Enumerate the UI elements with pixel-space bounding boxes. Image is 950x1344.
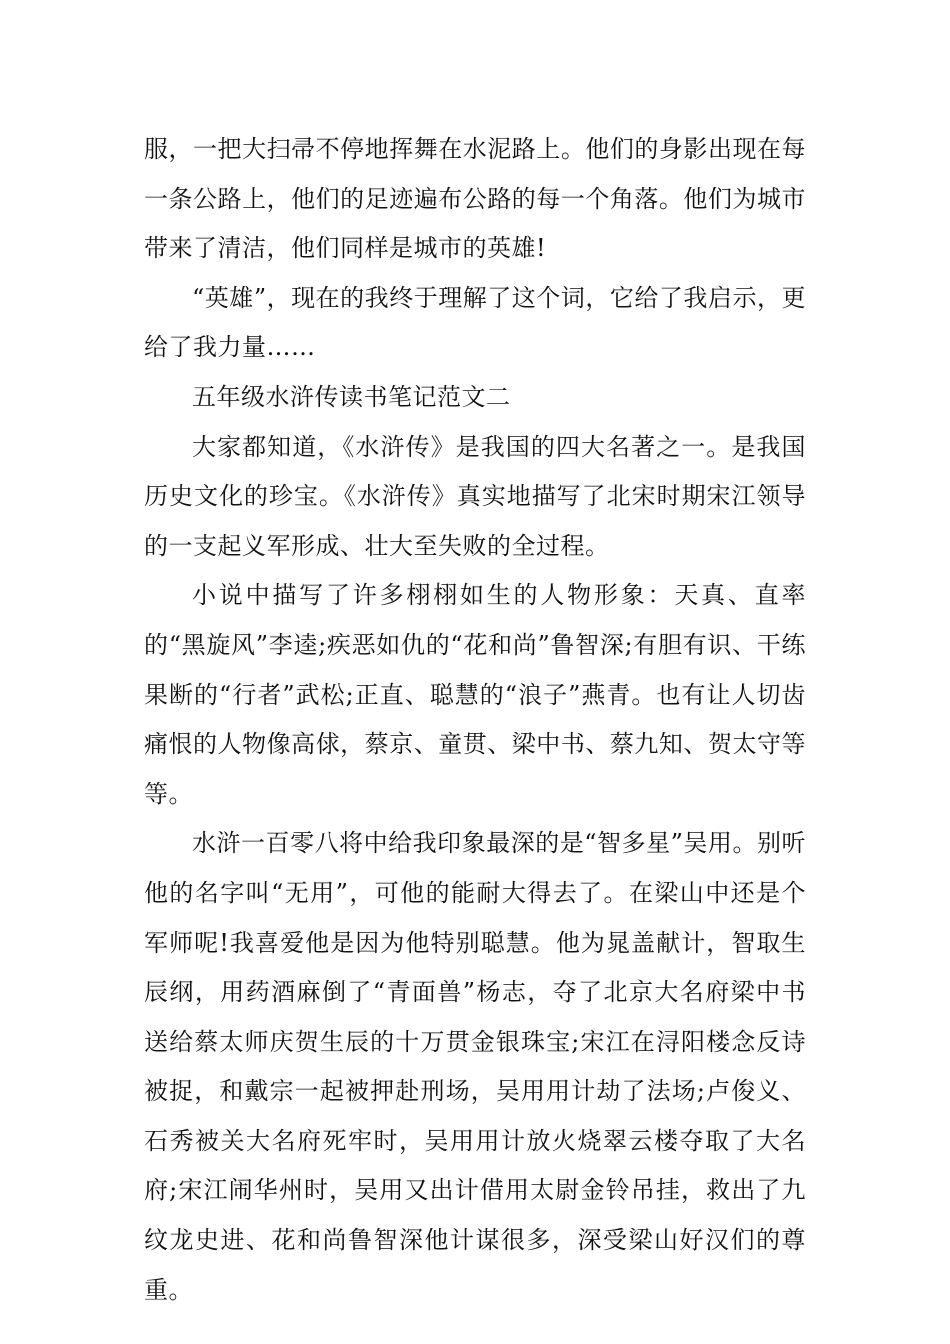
paragraph-characters: 小说中描写了许多栩栩如生的人物形象：天真、直率的“黑旋风”李逵;疾恶如仇的“花和尚”鲁智深;有胆有识、干练果断的“行者”武松;正直、聪慧的“浪子”燕青。也有让人切齿痛恨的人物像高俅，蔡京、童贯、梁中书、蔡九知、贺太守等等。 — [144, 581, 806, 808]
paragraph-continuation: 服，一把大扫帚不停地挥舞在水泥路上。他们的身影出现在每一条公路上，他们的足迹遍布公路的每一个角落。他们为城市带来了清洁，他们同样是城市的英雄! — [144, 135, 806, 263]
paragraph-intro: 大家都知道，《水浒传》是我国的四大名著之一。是我国历史文化的珍宝。《水浒传》真实地描写了北宋时期宋江领导的一支起义军形成、壮大至失败的全过程。 — [144, 432, 806, 560]
paragraph-wu-yong: 水浒一百零八将中给我印象最深的是“智多星”吴用。别听他的名字叫“无用”，可他的能耐大得去了。在梁山中还是个军师呢!我喜爱他是因为他特别聪慧。他为晁盖献计，智取生辰纲，用药酒麻倒了“青面兽”杨志，夺了北京大名府梁中书送给蔡太师庆贺生辰的十万贯金银珠宝;宋江在浔阳楼念反诗被捉，和戴宗一起被押赴刑场，吴用用计劫了法场;卢俊义、石秀被关大名府死牢时，吴用用计放火烧翠云楼夺取了大名府;宋江闹华州时，吴用又出计借用太尉金铃吊挂，救出了九纹龙史进、花和尚鲁智深他计谋很多，深受梁山好汉们的尊重。 — [144, 829, 806, 1304]
document-body — [144, 125, 806, 1315]
paragraph-hero-reflection: “英雄”，现在的我终于理解了这个词，它给了我启示，更给了我力量…… — [144, 283, 806, 362]
section-heading: 五年级水浒传读书笔记范文二 — [192, 382, 511, 411]
